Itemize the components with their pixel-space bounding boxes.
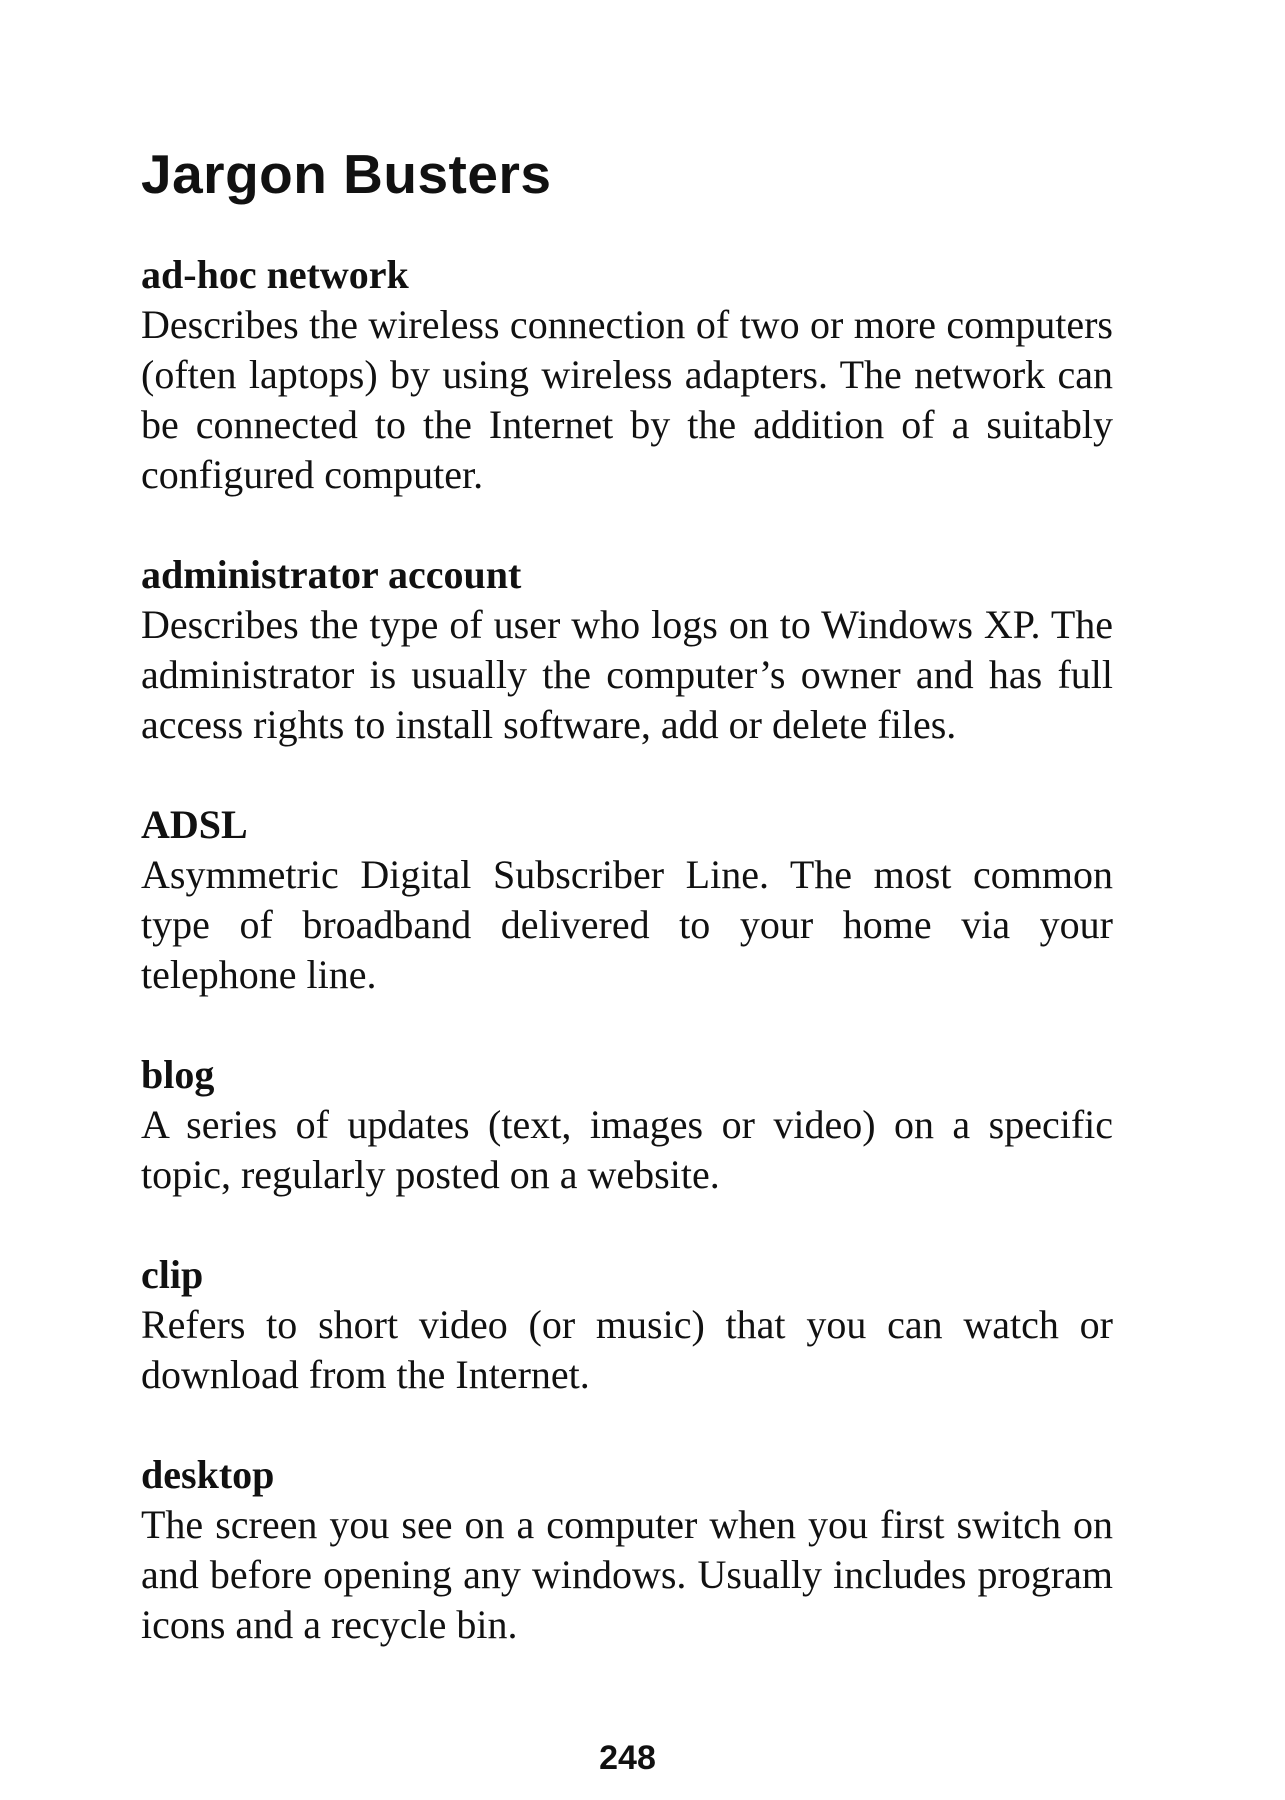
glossary-entry-ad-hoc-network (141, 250, 1113, 500)
glossary-entry-clip (141, 1250, 1113, 1400)
glossary-entry-desktop (141, 1450, 1113, 1650)
glossary-definition: The screen you see on a computer when you first switch on and before opening any windows. Usually includes program icons and a recycle bin. (141, 1502, 1113, 1647)
glossary-entry-blog (141, 1050, 1113, 1200)
glossary-term: administrator account (141, 552, 522, 597)
glossary-term: ADSL (141, 802, 248, 847)
glossary-term: blog (141, 1052, 215, 1097)
glossary-term: ad-hoc network (141, 252, 409, 297)
glossary-term: clip (141, 1252, 204, 1297)
glossary-list (141, 250, 1113, 1700)
glossary-entry-administrator-account (141, 550, 1113, 750)
glossary-definition: Describes the wireless connection of two or more computers (often laptops) by using wireless adapters. The network can be connected to the Internet by the addition of a suitably configured computer. (141, 302, 1113, 497)
glossary-definition: A series of updates (text, images or video) on a specific topic, regularly posted on a website. (141, 1102, 1113, 1197)
glossary-term: desktop (141, 1452, 275, 1497)
glossary-definition: Asymmetric Digital Subscriber Line. The most common type of broadband delivered to your home via your telephone line. (141, 852, 1113, 997)
glossary-definition: Describes the type of user who logs on to Windows XP. The administrator is usually the computer’s owner and has full access rights to install software, add or delete files. (141, 602, 1113, 747)
glossary-definition: Refers to short video (or music) that you can watch or download from the Internet. (141, 1302, 1113, 1397)
page-number: 248 (599, 1739, 656, 1777)
glossary-entry-adsl (141, 800, 1113, 1000)
page-title: Jargon Busters (141, 143, 552, 205)
